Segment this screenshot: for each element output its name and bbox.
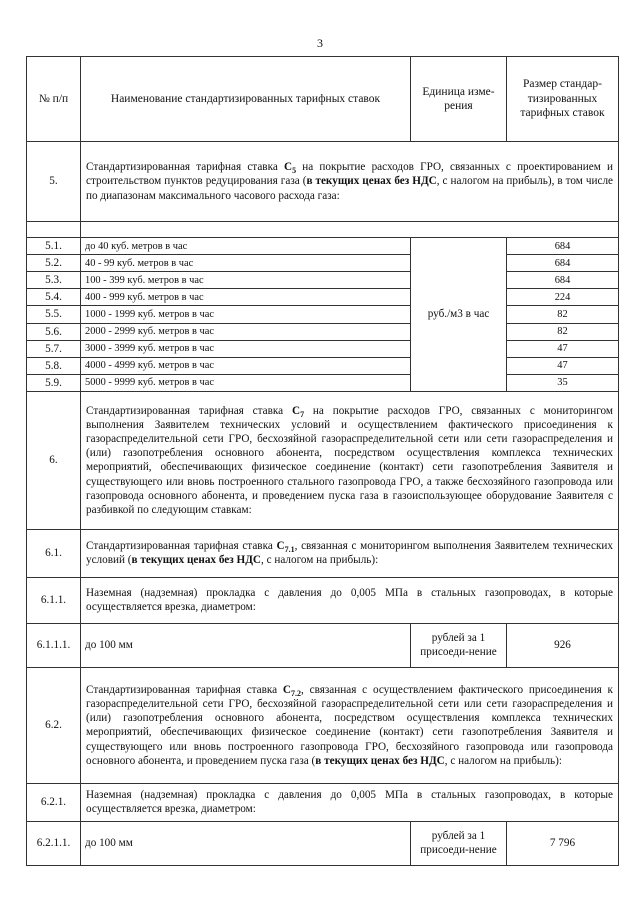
row-6-2-text: Стандартизированная тарифная ставка $С_{7.2}$, связанная с осуществлением фактического присоединения к газораспределительной сети ГРО, бесхозяйной газораспределительной сети или сети газораспределения и (или) газопотребления основного абонента, посредством осуществления комплекса технических мероприятий, обеспечивающих физическое соединение (контакт) сети газопотребления Заявителя и существующего или вновь построенного газопровода ГРО, бесхозяйного газопровода или газопровода основного абонента, и проведением пуска газа (в текущих ценах без НДС, с налогом на прибыль): [81, 667, 619, 783]
row-number: 5.6. [27, 323, 81, 340]
row-name: 40 - 99 куб. метров в час [81, 255, 411, 272]
header-unit: Единица изме-рения [411, 57, 507, 142]
diapason-rows [27, 238, 619, 392]
row-6-1-number: 6.1. [27, 529, 81, 577]
row-6-1 [27, 529, 619, 577]
row-6-number: 6. [27, 391, 81, 529]
row-6-2-1-1 [27, 821, 619, 865]
row-6-1-1 [27, 577, 619, 623]
row-6-text: Стандартизированная тарифная ставка $С_7$ на покрытие расходов ГРО, связанных с мониторингом выполнения Заявителем технических условий и осуществлением фактического присоединения к газораспределительной сети ГРО, бесхозяйной газораспределительной сети или сети газораспределения и (или) газопотребления основного абонента, посредством осуществления комплекса технических мероприятий, обеспечивающих физическое соединение (контакт) сети газопотребления Заявителя и существующего или вновь построенного стального газопровода ГРО, а также бесхозяйного газопровода или газопровода основного абонента, и проведением пуска газа в газоиспользующее оборудование Заявителя с разбивкой по следующим ставкам: [81, 391, 619, 529]
row-value: 82 [507, 323, 619, 340]
header-number: № п/п [27, 57, 81, 142]
table-row [27, 374, 619, 391]
row-6-2-1 [27, 783, 619, 821]
row-value: 35 [507, 374, 619, 391]
row-5 [27, 142, 619, 222]
row-5-number: 5. [27, 142, 81, 222]
row-6-2-1-1-value: 7 796 [507, 821, 619, 865]
spacer-row [81, 222, 619, 238]
row-number: 5.9. [27, 374, 81, 391]
row-6 [27, 391, 619, 529]
header-size: Размер стандар-тизированных тарифных ставок [507, 57, 619, 142]
row-6-2-number: 6.2. [27, 667, 81, 783]
row-value: 684 [507, 272, 619, 289]
table-row [27, 289, 619, 306]
row-value: 82 [507, 306, 619, 323]
row-6-1-1-1-name: до 100 мм [81, 623, 411, 667]
table-row [27, 238, 619, 255]
row-number: 5.2. [27, 255, 81, 272]
page-number: 3 [317, 36, 323, 50]
row-number: 5.7. [27, 340, 81, 357]
row-name: 400 - 999 куб. метров в час [81, 289, 411, 306]
row-6-2 [27, 667, 619, 783]
table-row [27, 323, 619, 340]
row-value: 684 [507, 255, 619, 272]
unit-rub-m3: руб./м3 в час [411, 238, 507, 392]
row-6-2-1-number: 6.2.1. [27, 783, 81, 821]
row-number: 5.3. [27, 272, 81, 289]
table-row [27, 340, 619, 357]
header-row [27, 57, 619, 142]
row-name: 4000 - 4999 куб. метров в час [81, 357, 411, 374]
row-value: 47 [507, 357, 619, 374]
row-number: 5.4. [27, 289, 81, 306]
row-name: до 40 куб. метров в час [81, 238, 411, 255]
row-6-2-1-text: Наземная (надземная) прокладка с давления до 0,005 МПа в стальных газопроводах, в которые осуществляется врезка, диаметром: [81, 783, 619, 821]
table-row [27, 357, 619, 374]
row-6-1-1-1-value: 926 [507, 623, 619, 667]
row-6-2-1-1-number: 6.2.1.1. [27, 821, 81, 865]
row-6-1-text: Стандартизированная тарифная ставка $С_{7.1}$, связанная с мониторингом выполнения Заявителем технических условий (в текущих ценах без НДС, с налогом на прибыль): [81, 529, 619, 577]
row-name: 100 - 399 куб. метров в час [81, 272, 411, 289]
row-value: 224 [507, 289, 619, 306]
table-row [27, 272, 619, 289]
row-value: 684 [507, 238, 619, 255]
row-6-2-1-1-unit: рублей за 1 присоеди-нение [411, 821, 507, 865]
row-6-1-1-1 [27, 623, 619, 667]
row-6-1-1-number: 6.1.1. [27, 577, 81, 623]
table-row [27, 306, 619, 323]
row-value: 47 [507, 340, 619, 357]
row-number: 5.8. [27, 357, 81, 374]
row-number: 5.5. [27, 306, 81, 323]
row-6-1-1-1-unit: рублей за 1 присоеди-нение [411, 623, 507, 667]
header-name: Наименование стандартизированных тарифных ставок [81, 57, 411, 142]
row-name: 2000 - 2999 куб. метров в час [81, 323, 411, 340]
row-5-text: Стандартизированная тарифная ставка $С_5$ на покрытие расходов ГРО, связанных с проектированием и строительством пунктов редуцирования газа (в текущих ценах без НДС, с налогом на прибыль), в том числе по диапазонам максимального часового расхода газа: [81, 142, 619, 222]
table-row [27, 255, 619, 272]
row-6-1-1-text: Наземная (надземная) прокладка с давления до 0,005 МПа в стальных газопроводах, в которые осуществляется врезка, диаметром: [81, 577, 619, 623]
row-name: 5000 - 9999 куб. метров в час [81, 374, 411, 391]
row-name: 3000 - 3999 куб. метров в час [81, 340, 411, 357]
row-6-2-1-1-name: до 100 мм [81, 821, 411, 865]
row-number: 5.1. [27, 238, 81, 255]
row-6-1-1-1-number: 6.1.1.1. [27, 623, 81, 667]
row-name: 1000 - 1999 куб. метров в час [81, 306, 411, 323]
tariff-table [26, 56, 619, 866]
